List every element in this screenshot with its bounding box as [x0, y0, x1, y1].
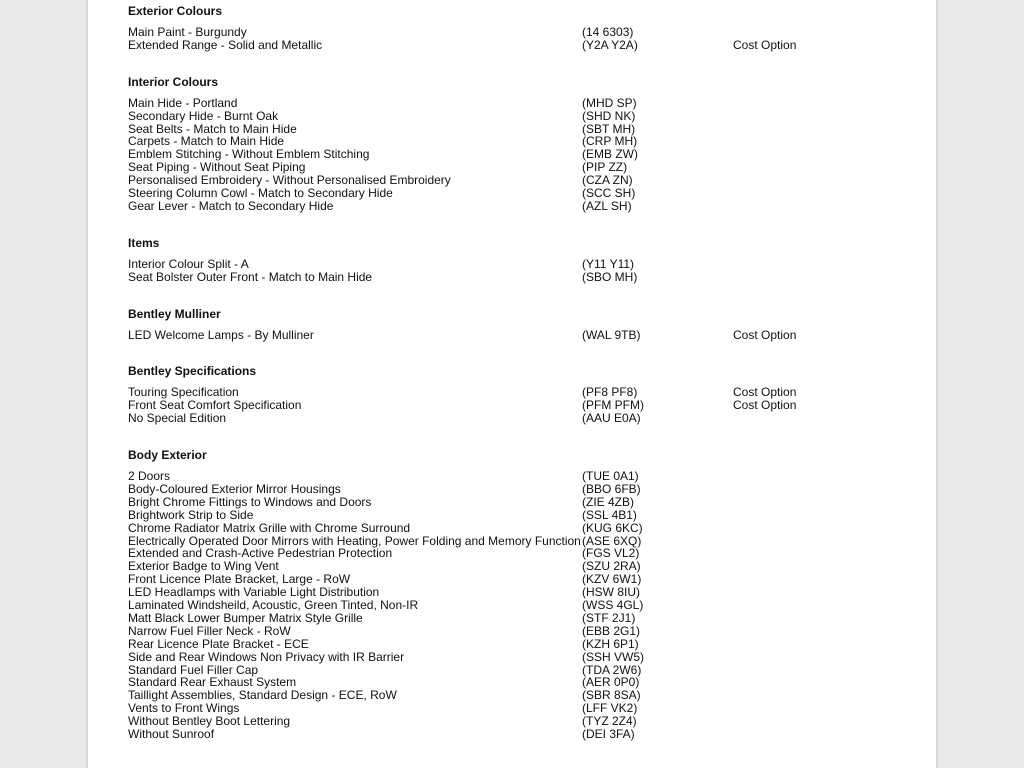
- option-code: (EBB 2G1): [582, 623, 641, 638]
- option-name: Seat Belts - Match to Main Hide: [128, 121, 297, 136]
- option-code: (TYZ 2Z4): [582, 714, 637, 729]
- section-spacer: [128, 341, 908, 363]
- spec-row: [128, 271, 908, 284]
- section-spacer: [128, 284, 908, 306]
- spec-row: [128, 329, 908, 342]
- option-code: (14 6303): [582, 25, 634, 39]
- spec-row: [128, 612, 908, 625]
- option-name: LED Welcome Lamps - By Mulliner: [128, 327, 314, 342]
- option-code: (SHD NK): [582, 108, 636, 123]
- spec-row: [128, 509, 908, 522]
- spec-row: [128, 412, 908, 425]
- spec-row: [128, 187, 908, 200]
- option-code: (EMB ZW): [582, 147, 638, 162]
- option-code: (ZIE 4ZB): [582, 494, 635, 509]
- section-heading: Body Exterior: [128, 448, 207, 463]
- spec-section: [128, 235, 908, 284]
- option-name: Electrically Operated Door Mirrors with Heating, Power Folding and Memory Function: [128, 533, 581, 548]
- option-name: No Special Edition: [128, 411, 227, 426]
- option-code: (SZU 2RA): [582, 559, 641, 574]
- spec-row: [128, 522, 908, 535]
- spec-row: [128, 715, 908, 728]
- option-name: Without Sunroof: [128, 726, 215, 741]
- option-name: Rear Licence Plate Bracket - ECE: [128, 636, 309, 651]
- cost-option-label: Cost Option: [733, 385, 797, 400]
- option-name: Laminated Windsheild, Acoustic, Green Tinted, Non-IR: [128, 598, 419, 613]
- option-code: (SSL 4B1): [582, 507, 637, 522]
- spec-row: [128, 399, 908, 412]
- spec-section: [128, 447, 908, 741]
- option-code: (AAU E0A): [582, 411, 641, 426]
- option-name: Main Paint - Burgundy: [128, 25, 247, 39]
- option-code: (MHD SP): [582, 95, 637, 110]
- option-code: (STF 2J1): [582, 610, 636, 625]
- spec-section: [128, 74, 908, 213]
- option-code: (FGS VL2): [582, 546, 640, 561]
- option-name: Extended and Crash-Active Pedestrian Protection: [128, 546, 393, 561]
- spec-row: [128, 258, 908, 271]
- option-code: (TUE 0A1): [582, 469, 639, 484]
- spec-row: [128, 26, 908, 39]
- option-code: (CRP MH): [582, 134, 638, 149]
- option-name: Matt Black Lower Bumper Matrix Style Grille: [128, 610, 363, 625]
- option-code: (PIP ZZ): [582, 160, 628, 175]
- option-code: (LFF VK2): [582, 701, 638, 716]
- spec-row: [128, 625, 908, 638]
- option-name: Exterior Badge to Wing Vent: [128, 559, 279, 574]
- option-name: Standard Fuel Filler Cap: [128, 662, 259, 677]
- option-code: (Y2A Y2A): [582, 37, 638, 52]
- option-name: Touring Specification: [128, 385, 239, 400]
- spec-row: [128, 110, 908, 123]
- section-heading: Bentley Mulliner: [128, 306, 221, 321]
- option-name: Bright Chrome Fittings to Windows and Doors: [128, 494, 372, 509]
- option-code: (SSH VW5): [582, 649, 645, 664]
- option-code: (KZH 6P1): [582, 636, 639, 651]
- spec-row: [128, 728, 908, 741]
- section-spacer: [128, 425, 908, 447]
- option-name: Taillight Assemblies, Standard Design - ECE, RoW: [128, 688, 397, 703]
- option-name: Brightwork Strip to Side: [128, 507, 254, 522]
- section-heading: Interior Colours: [128, 74, 219, 89]
- section-heading: Exterior Colours: [128, 4, 223, 18]
- option-name: Body-Coloured Exterior Mirror Housings: [128, 482, 341, 497]
- option-code: (CZA ZN): [582, 173, 633, 188]
- spec-row: [128, 200, 908, 213]
- option-name: Secondary Hide - Burnt Oak: [128, 108, 279, 123]
- option-code: (ASE 6XQ): [582, 533, 642, 548]
- option-code: (DEI 3FA): [582, 726, 635, 741]
- option-name: Extended Range - Solid and Metallic: [128, 37, 323, 52]
- section-heading: Bentley Specifications: [128, 364, 257, 379]
- spec-row: [128, 39, 908, 52]
- spec-row: [128, 689, 908, 702]
- option-name: Personalised Embroidery - Without Personalised Embroidery: [128, 173, 451, 188]
- option-name: Vents to Front Wings: [128, 701, 240, 716]
- option-code: (AER 0P0): [582, 675, 640, 690]
- option-name: Standard Rear Exhaust System: [128, 675, 297, 690]
- option-code: (TDA 2W6): [582, 662, 642, 677]
- cost-option-label: Cost Option: [733, 398, 797, 413]
- spec-row: [128, 496, 908, 509]
- document-page: [88, 0, 936, 768]
- section-spacer: [128, 213, 908, 235]
- option-name: Narrow Fuel Filler Neck - RoW: [128, 623, 291, 638]
- option-name: Without Bentley Boot Lettering: [128, 714, 291, 729]
- spec-section: [128, 306, 908, 342]
- section-heading: Items: [128, 235, 160, 250]
- cost-option-label: Cost Option: [733, 37, 797, 52]
- option-name: Side and Rear Windows Non Privacy with IR Barrier: [128, 649, 405, 664]
- option-code: (PF8 PF8): [582, 385, 638, 400]
- option-name: Steering Column Cowl - Match to Secondary Hide: [128, 186, 393, 201]
- option-name: 2 Doors: [128, 469, 171, 484]
- option-code: (BBO 6FB): [582, 482, 641, 497]
- option-name: Front Licence Plate Bracket, Large - RoW: [128, 572, 351, 587]
- spec-row: [128, 638, 908, 651]
- option-code: (WAL 9TB): [582, 327, 641, 342]
- spec-row: [128, 483, 908, 496]
- option-code: (SCC SH): [582, 186, 636, 201]
- spec-section: [128, 3, 908, 52]
- option-code: (SBO MH): [582, 269, 638, 284]
- spec-section: [128, 363, 908, 425]
- option-name: Carpets - Match to Main Hide: [128, 134, 285, 149]
- option-code: (SBR 8SA): [582, 688, 641, 703]
- cost-option-label: Cost Option: [733, 327, 797, 342]
- option-code: (SBT MH): [582, 121, 636, 136]
- option-code: (WSS 4GL): [582, 598, 644, 613]
- specification-list: [128, 3, 908, 741]
- option-name: Interior Colour Split - A: [128, 256, 249, 271]
- section-spacer: [128, 52, 908, 74]
- option-code: (KUG 6KC): [582, 520, 643, 535]
- option-name: Main Hide - Portland: [128, 95, 238, 110]
- option-name: Seat Bolster Outer Front - Match to Main Hide: [128, 269, 373, 284]
- option-code: (KZV 6W1): [582, 572, 642, 587]
- option-name: Seat Piping - Without Seat Piping: [128, 160, 306, 175]
- option-code: (PFM PFM): [582, 398, 644, 413]
- spec-row: [128, 651, 908, 664]
- option-code: (AZL SH): [582, 198, 632, 213]
- option-name: Chrome Radiator Matrix Grille with Chrome Surround: [128, 520, 411, 535]
- option-code: (HSW 8IU): [582, 585, 640, 600]
- spec-row: [128, 97, 908, 110]
- option-code: (Y11 Y11): [582, 256, 635, 271]
- option-name: Front Seat Comfort Specification: [128, 398, 302, 413]
- option-name: Emblem Stitching - Without Emblem Stitching: [128, 147, 370, 162]
- option-name: LED Headlamps with Variable Light Distribution: [128, 585, 380, 600]
- spec-row: [128, 599, 908, 612]
- option-name: Gear Lever - Match to Secondary Hide: [128, 198, 334, 213]
